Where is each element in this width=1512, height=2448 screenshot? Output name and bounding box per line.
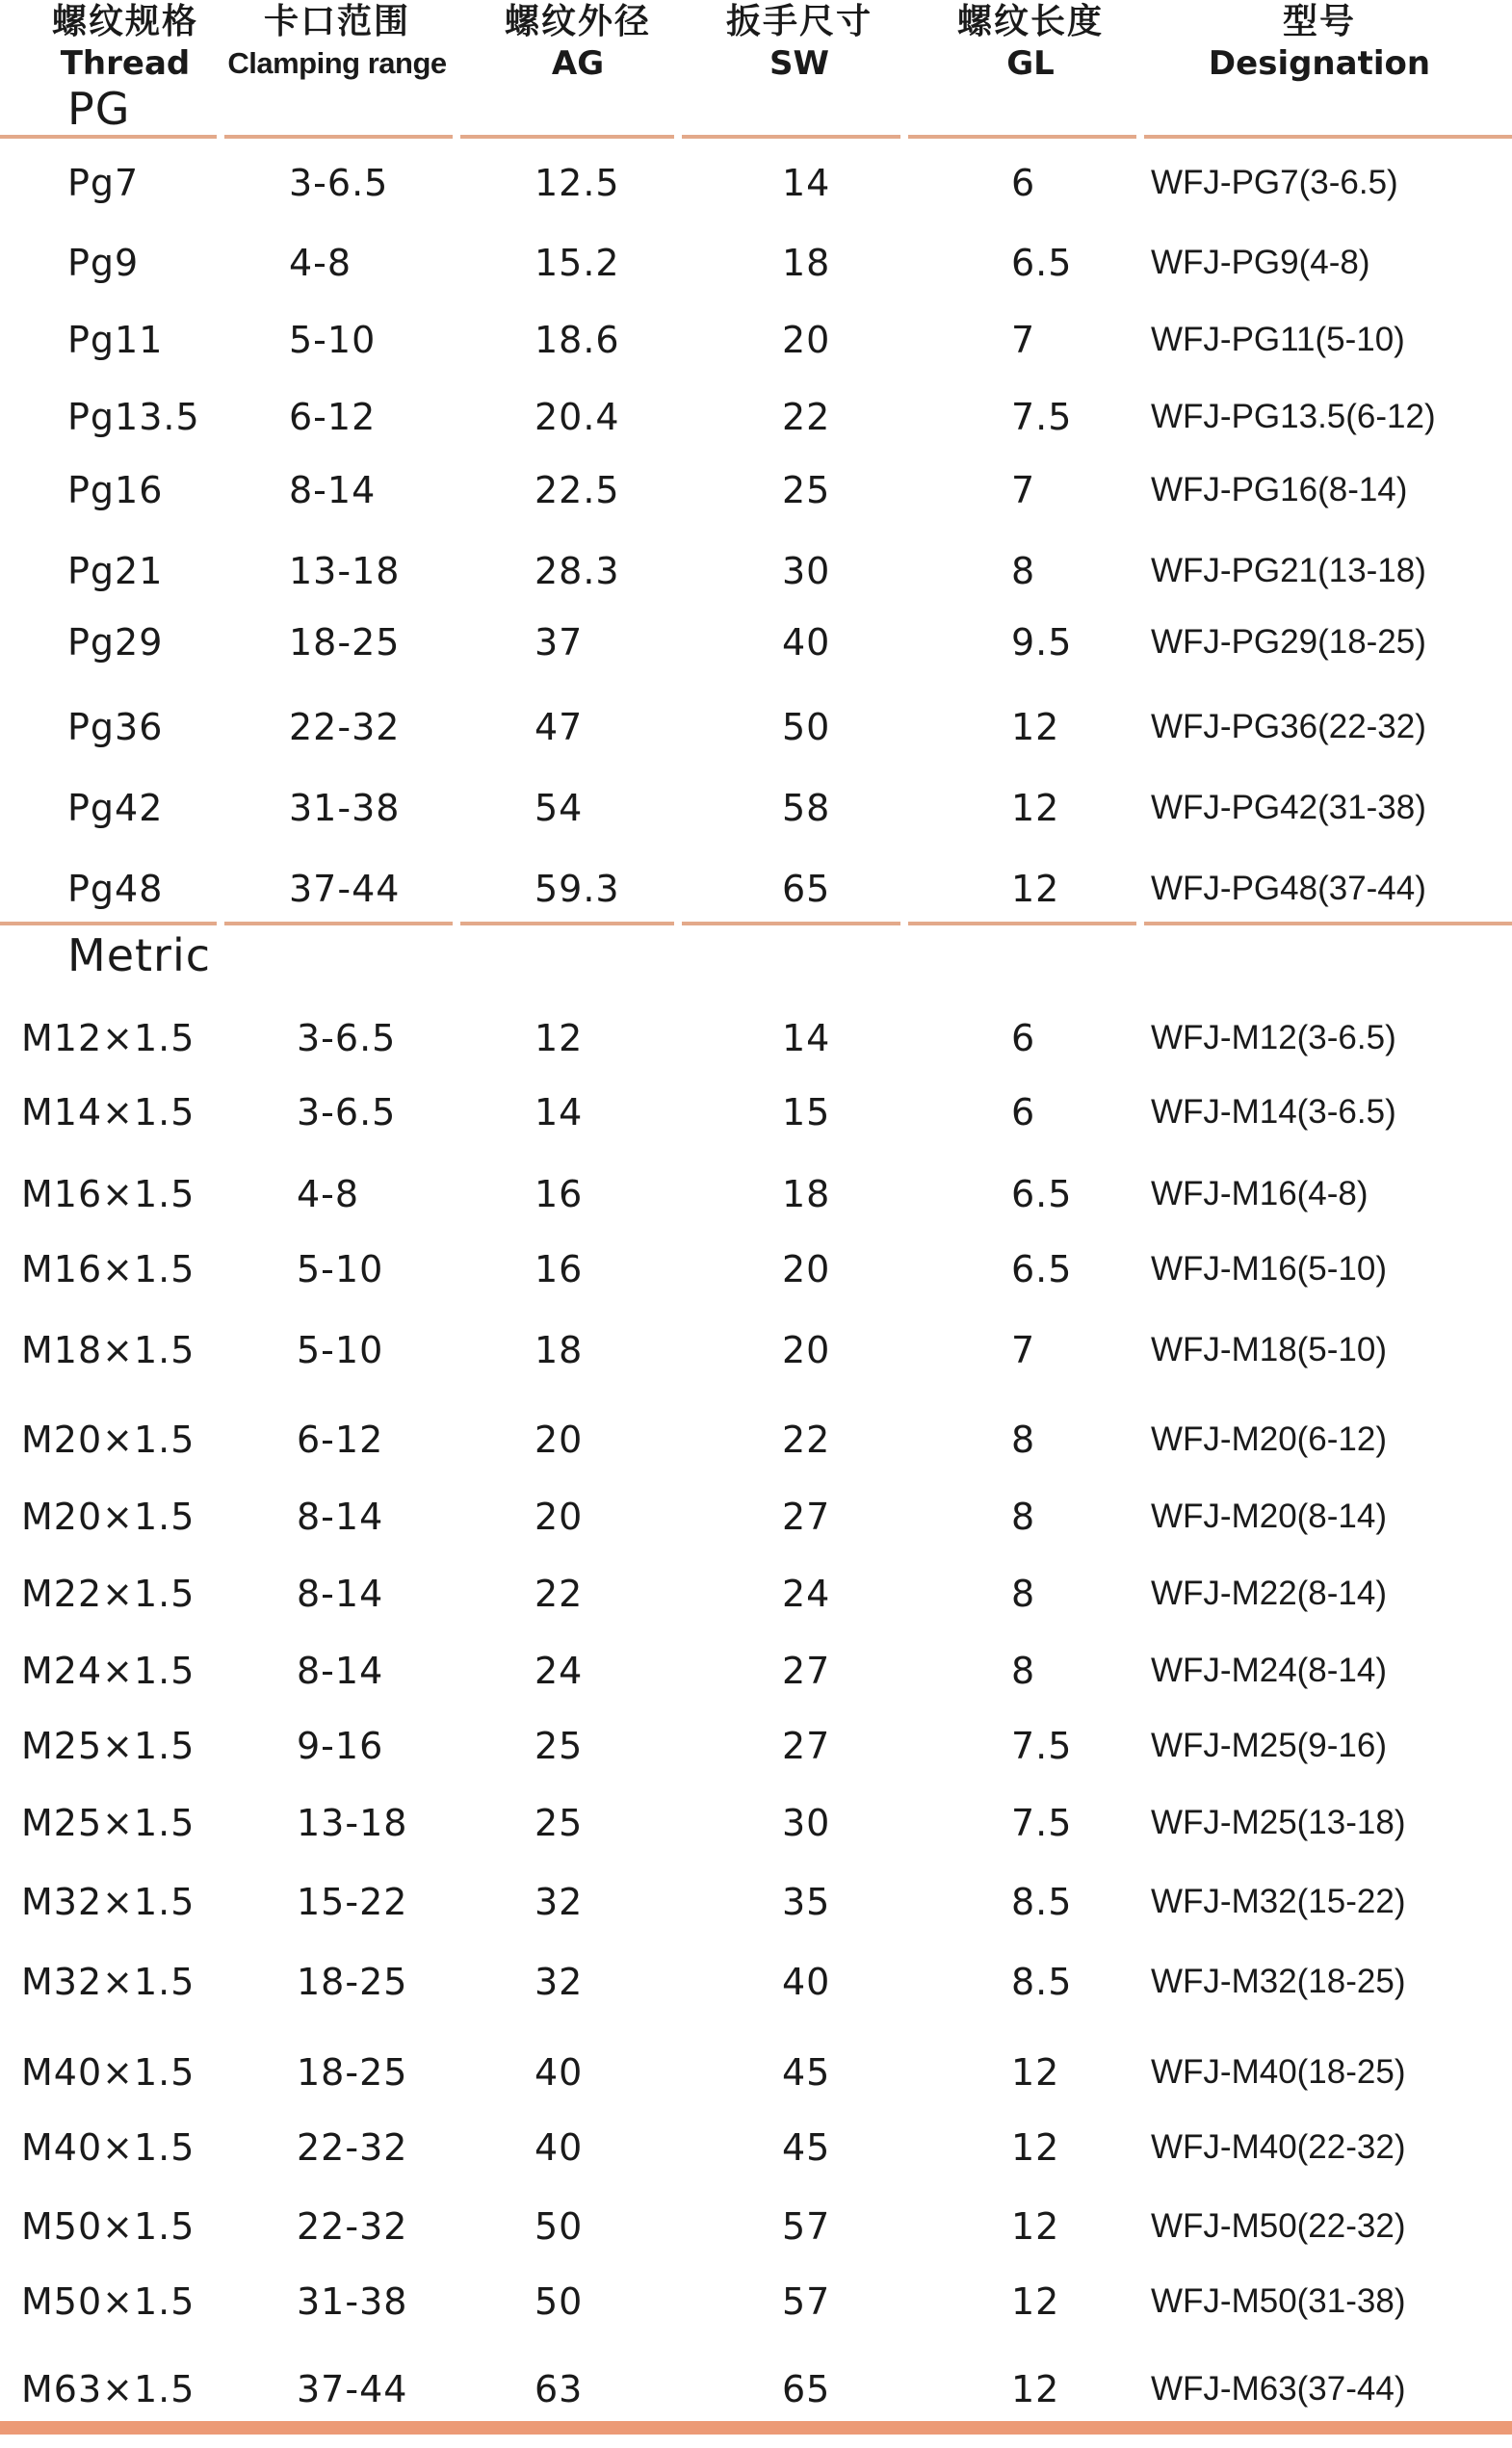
table-row (0, 1316, 1512, 1384)
cell-range: 13-18 (289, 550, 401, 592)
cell-sw: 15 (782, 1091, 831, 1133)
cell-range: 4-8 (289, 242, 352, 284)
cell-ag: 25 (534, 1802, 584, 1844)
cell-sw: 22 (782, 396, 831, 438)
cell-sw: 27 (782, 1496, 831, 1538)
cell-gl: 6 (1011, 1091, 1036, 1133)
table-row (0, 2268, 1512, 2335)
cell-designation: WFJ-PG21(13-18) (1151, 552, 1426, 589)
cell-thread: M25×1.5 (21, 1725, 196, 1767)
cell-designation: WFJ-M25(13-18) (1151, 1804, 1406, 1841)
header-gl (934, 0, 1127, 125)
cell-range: 22-32 (289, 706, 401, 748)
cell-thread: Pg48 (67, 868, 164, 910)
cell-gl: 12 (1011, 2205, 1060, 2248)
rule-segment (0, 922, 217, 925)
cell-designation: WFJ-M16(5-10) (1151, 1250, 1388, 1288)
cell-range: 9-16 (297, 1725, 384, 1767)
cell-designation: WFJ-M40(22-32) (1151, 2128, 1406, 2166)
cell-gl: 8 (1011, 1496, 1036, 1538)
cell-ag: 32 (534, 1881, 584, 1923)
cell-gl: 12 (1011, 2280, 1060, 2323)
cell-designation: WFJ-PG11(5-10) (1151, 321, 1405, 358)
cell-ag: 18 (534, 1329, 584, 1371)
header-sw (703, 0, 896, 125)
cell-sw: 57 (782, 2205, 831, 2248)
cell-sw: 40 (782, 621, 831, 664)
cell-range: 8-14 (297, 1573, 384, 1615)
rule-segment (908, 922, 1136, 925)
cell-designation: WFJ-M50(22-32) (1151, 2207, 1406, 2245)
header-thread-en: Thread (60, 44, 191, 83)
cell-sw: 27 (782, 1650, 831, 1692)
cell-range: 31-38 (289, 787, 401, 829)
rule-segment (224, 922, 453, 925)
cell-designation: WFJ-M25(9-16) (1151, 1727, 1388, 1764)
cell-designation: WFJ-PG13.5(6-12) (1151, 398, 1436, 435)
cell-designation: WFJ-PG42(31-38) (1151, 789, 1426, 826)
rule-segment (460, 922, 674, 925)
cell-thread: Pg42 (67, 787, 164, 829)
cell-range: 3-6.5 (297, 1091, 397, 1133)
cell-gl: 12 (1011, 706, 1060, 748)
cell-range: 5-10 (297, 1248, 384, 1290)
section-title-pg: PG (67, 83, 131, 135)
cell-sw: 30 (782, 550, 831, 592)
cell-gl: 7 (1011, 319, 1036, 361)
cell-sw: 50 (782, 706, 831, 748)
rule-segment (682, 922, 900, 925)
cell-ag: 59.3 (534, 868, 620, 910)
header-sw-zh: 扳手尺寸 (725, 2, 873, 41)
cell-ag: 15.2 (534, 242, 620, 284)
cell-gl: 8.5 (1011, 1881, 1073, 1923)
cell-gl: 9.5 (1011, 621, 1073, 664)
header-gl-en: GL (1006, 44, 1055, 83)
cell-ag: 25 (534, 1725, 584, 1767)
header-range-zh: 卡口范围 (263, 2, 410, 41)
cell-ag: 50 (534, 2205, 584, 2248)
cell-gl: 12 (1011, 2368, 1060, 2410)
cell-sw: 57 (782, 2280, 831, 2323)
cell-gl: 12 (1011, 868, 1060, 910)
table-row (0, 1160, 1512, 1228)
header-ag-zh: 螺纹外径 (504, 2, 651, 41)
table-row (0, 1712, 1512, 1780)
cell-sw: 30 (782, 1802, 831, 1844)
cell-thread: M18×1.5 (21, 1329, 196, 1371)
cell-gl: 6 (1011, 1017, 1036, 1059)
cell-range: 31-38 (297, 2280, 408, 2323)
cell-gl: 6.5 (1011, 1173, 1073, 1215)
cell-designation: WFJ-PG7(3-6.5) (1151, 164, 1398, 201)
table-row (0, 1236, 1512, 1303)
cell-sw: 58 (782, 787, 831, 829)
cell-designation: WFJ-PG16(8-14) (1151, 471, 1408, 508)
cell-range: 15-22 (297, 1881, 408, 1923)
table-row (0, 1637, 1512, 1705)
cell-ag: 40 (534, 2126, 584, 2169)
cell-designation: WFJ-M32(15-22) (1151, 1883, 1406, 1920)
cell-designation: WFJ-PG9(4-8) (1151, 244, 1370, 281)
cell-range: 37-44 (297, 2368, 408, 2410)
cell-sw: 25 (782, 469, 831, 511)
cell-designation: WFJ-M32(18-25) (1151, 1963, 1406, 2000)
cell-sw: 65 (782, 868, 831, 910)
cell-range: 22-32 (297, 2126, 408, 2169)
cell-sw: 14 (782, 162, 831, 204)
cell-thread: M40×1.5 (21, 2051, 196, 2094)
cell-range: 5-10 (297, 1329, 384, 1371)
rule-segment (1144, 922, 1512, 925)
header-ag (482, 0, 674, 125)
table-row (0, 2114, 1512, 2181)
cell-ag: 28.3 (534, 550, 620, 592)
cell-ag: 20 (534, 1419, 584, 1461)
cell-range: 13-18 (297, 1802, 408, 1844)
cell-thread: M24×1.5 (21, 1650, 196, 1692)
cell-designation: WFJ-M14(3-6.5) (1151, 1093, 1396, 1131)
cell-thread: M16×1.5 (21, 1173, 196, 1215)
cell-designation: WFJ-M12(3-6.5) (1151, 1019, 1396, 1056)
cell-thread: M32×1.5 (21, 1961, 196, 2003)
cell-gl: 8 (1011, 1650, 1036, 1692)
table-row (0, 2039, 1512, 2106)
cell-sw: 45 (782, 2051, 831, 2094)
section-title-metric: Metric (67, 929, 212, 981)
table-row (0, 306, 1512, 374)
cell-gl: 8 (1011, 1573, 1036, 1615)
table-row (0, 149, 1512, 217)
cell-thread: M20×1.5 (21, 1496, 196, 1538)
cell-thread: Pg13.5 (67, 396, 200, 438)
cell-sw: 24 (782, 1573, 831, 1615)
cell-sw: 14 (782, 1017, 831, 1059)
cell-sw: 65 (782, 2368, 831, 2410)
cell-thread: M50×1.5 (21, 2205, 196, 2248)
cell-thread: M14×1.5 (21, 1091, 196, 1133)
cell-ag: 54 (534, 787, 584, 829)
table-row (0, 1789, 1512, 1857)
cell-gl: 12 (1011, 2051, 1060, 2094)
table-row (0, 1079, 1512, 1146)
cell-designation: WFJ-M63(37-44) (1151, 2370, 1406, 2408)
cell-ag: 47 (534, 706, 584, 748)
cell-range: 8-14 (289, 469, 377, 511)
cell-thread: M25×1.5 (21, 1802, 196, 1844)
cell-ag: 63 (534, 2368, 584, 2410)
table-row (0, 537, 1512, 605)
cell-range: 5-10 (289, 319, 377, 361)
cell-gl: 7 (1011, 469, 1036, 511)
cell-thread: M63×1.5 (21, 2368, 196, 2410)
cell-gl: 7.5 (1011, 1802, 1073, 1844)
table-row (0, 1868, 1512, 1936)
rule-segment (460, 135, 674, 139)
rule-segment (224, 135, 453, 139)
cell-ag: 37 (534, 621, 584, 664)
header-gl-zh: 螺纹长度 (956, 2, 1104, 41)
table-row (0, 1483, 1512, 1550)
header-sw-en: SW (769, 44, 829, 83)
header-designation-zh: 型号 (1282, 2, 1356, 41)
cell-range: 8-14 (297, 1496, 384, 1538)
cell-gl: 6.5 (1011, 242, 1073, 284)
cell-ag: 12 (534, 1017, 584, 1059)
cell-sw: 20 (782, 1329, 831, 1371)
cell-ag: 14 (534, 1091, 584, 1133)
cell-thread: Pg9 (67, 242, 140, 284)
cell-sw: 45 (782, 2126, 831, 2169)
cell-sw: 35 (782, 1881, 831, 1923)
cell-thread: M22×1.5 (21, 1573, 196, 1615)
cell-sw: 40 (782, 1961, 831, 2003)
cell-sw: 22 (782, 1419, 831, 1461)
cell-designation: WFJ-M16(4-8) (1151, 1175, 1369, 1212)
table-row (0, 855, 1512, 923)
cell-range: 6-12 (297, 1419, 384, 1461)
table-row (0, 1406, 1512, 1473)
cell-gl: 6.5 (1011, 1248, 1073, 1290)
cell-range: 6-12 (289, 396, 377, 438)
cell-range: 18-25 (289, 621, 401, 664)
cell-thread: Pg16 (67, 469, 164, 511)
table-row (0, 229, 1512, 297)
cell-range: 22-32 (297, 2205, 408, 2248)
header-ag-en: AG (551, 44, 605, 83)
cell-range: 37-44 (289, 868, 401, 910)
cell-sw: 18 (782, 1173, 831, 1215)
header-designation-en: Designation (1208, 44, 1431, 83)
table-row (0, 1004, 1512, 1072)
cell-thread: M50×1.5 (21, 2280, 196, 2323)
cell-ag: 20.4 (534, 396, 620, 438)
cell-thread: Pg21 (67, 550, 164, 592)
table-row (0, 456, 1512, 524)
cell-range: 18-25 (297, 1961, 408, 2003)
cell-ag: 12.5 (534, 162, 620, 204)
cell-designation: WFJ-PG36(22-32) (1151, 708, 1426, 745)
cell-designation: WFJ-PG48(37-44) (1151, 870, 1426, 907)
cell-thread: Pg7 (67, 162, 140, 204)
cell-gl: 7 (1011, 1329, 1036, 1371)
cell-ag: 50 (534, 2280, 584, 2323)
cell-ag: 16 (534, 1173, 584, 1215)
cell-sw: 20 (782, 319, 831, 361)
cell-range: 18-25 (297, 2051, 408, 2094)
rule-segment (908, 135, 1136, 139)
bottom-bar (0, 2421, 1512, 2435)
cell-gl: 8 (1011, 550, 1036, 592)
cell-ag: 24 (534, 1650, 584, 1692)
cell-designation: WFJ-M20(8-14) (1151, 1497, 1388, 1535)
cell-ag: 16 (534, 1248, 584, 1290)
table-row (0, 609, 1512, 676)
header-range-en: Clamping range (227, 46, 447, 80)
cell-range: 4-8 (297, 1173, 360, 1215)
cell-designation: WFJ-M22(8-14) (1151, 1575, 1388, 1612)
cell-designation: WFJ-M24(8-14) (1151, 1652, 1388, 1689)
cell-thread: M16×1.5 (21, 1248, 196, 1290)
cell-thread: M40×1.5 (21, 2126, 196, 2169)
cell-thread: Pg11 (67, 319, 164, 361)
header-range (222, 0, 453, 125)
cell-ag: 22 (534, 1573, 584, 1615)
cell-sw: 27 (782, 1725, 831, 1767)
cell-gl: 6 (1011, 162, 1036, 204)
cell-thread: M12×1.5 (21, 1017, 196, 1059)
cell-ag: 32 (534, 1961, 584, 2003)
cell-range: 8-14 (297, 1650, 384, 1692)
table-row (0, 383, 1512, 451)
cell-thread: Pg29 (67, 621, 164, 664)
cell-thread: M32×1.5 (21, 1881, 196, 1923)
header-thread-zh: 螺纹规格 (51, 2, 198, 41)
cell-gl: 12 (1011, 787, 1060, 829)
cell-designation: WFJ-PG29(18-25) (1151, 623, 1426, 661)
cell-thread: M20×1.5 (21, 1419, 196, 1461)
cell-gl: 8.5 (1011, 1961, 1073, 2003)
cell-designation: WFJ-M18(5-10) (1151, 1331, 1388, 1368)
table-row (0, 2356, 1512, 2423)
cell-range: 3-6.5 (289, 162, 389, 204)
rule-segment (0, 135, 217, 139)
cell-ag: 20 (534, 1496, 584, 1538)
cell-ag: 18.6 (534, 319, 620, 361)
rule-segment (1144, 135, 1512, 139)
cell-gl: 12 (1011, 2126, 1060, 2169)
cell-gl: 7.5 (1011, 396, 1073, 438)
header-designation (1194, 0, 1445, 125)
cell-gl: 7.5 (1011, 1725, 1073, 1767)
table-row (0, 774, 1512, 842)
table-row (0, 693, 1512, 761)
cell-thread: Pg36 (67, 706, 164, 748)
cell-ag: 22.5 (534, 469, 620, 511)
cell-sw: 20 (782, 1248, 831, 1290)
cell-designation: WFJ-M20(6-12) (1151, 1420, 1388, 1458)
cell-ag: 40 (534, 2051, 584, 2094)
table-row (0, 2193, 1512, 2260)
cell-designation: WFJ-M50(31-38) (1151, 2282, 1406, 2320)
cell-sw: 18 (782, 242, 831, 284)
cell-range: 3-6.5 (297, 1017, 397, 1059)
table-row (0, 1560, 1512, 1628)
table-row (0, 1948, 1512, 2016)
rule-segment (682, 135, 900, 139)
cell-designation: WFJ-M40(18-25) (1151, 2053, 1406, 2091)
cell-gl: 8 (1011, 1419, 1036, 1461)
